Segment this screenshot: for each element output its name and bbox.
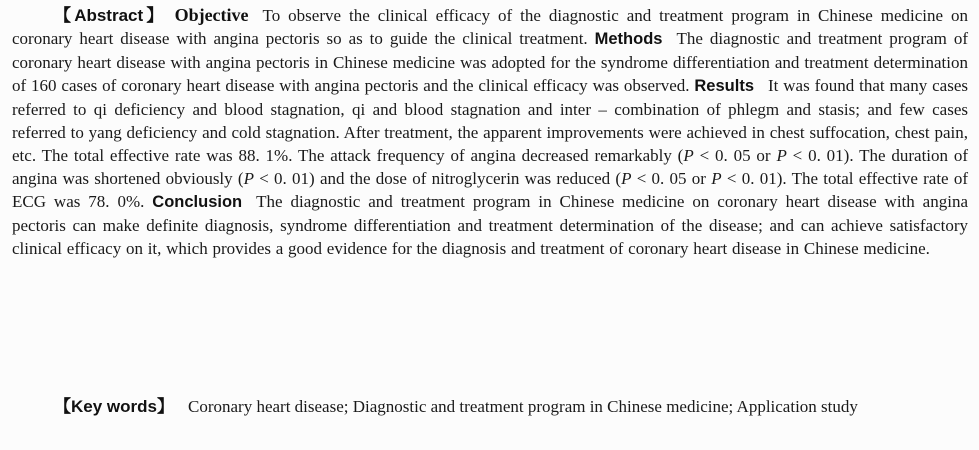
keywords-paragraph [12,395,968,418]
results-text: < 0. 01). The duration of angina was shortened obviously ( [12,146,969,188]
abstract-paragraph [12,4,968,260]
p-value-symbol: P [711,169,722,188]
results-text: It was found that many cases referred to qi deficiency and blood stagnation, qi and blood stagnation and inter – combination of phlegm and stasis; and few cases referred to yang deficiency and cold stagnation. After treatment, the apparent improvements were achieved in chest suffocation, chest pain, etc. The total effective rate was 88. 1%. The attack frequency of angina decreased remarkably ( [12,76,968,165]
methods-text: The diagnostic and treatment program of coronary heart disease with angina pectoris in Chinese medicine was adopted for the syndrome differentiation and treatment determination of 160 cases of coronary heart disease with angina pectoris and the clinical efficacy was observed. [12,29,969,95]
results-text: < 0. 05 or [631,169,712,188]
results-text: < 0. 01) and the dose of nitroglycerin was reduced ( [253,169,622,188]
objective-text: To observe the clinical efficacy of the diagnostic and treatment program in Chinese medicine on coronary heart disease with angina pectoris so as to guide the clinical treatment. [12,6,968,48]
conclusion-label: Conclusion [152,193,243,211]
p-value-symbol: P [683,146,694,165]
keywords-text: Coronary heart disease; Diagnostic and treatment program in Chinese medicine; Application study [187,397,858,416]
abstract-label: 【Abstract】 [54,6,167,25]
methods-label: Methods [594,30,663,48]
p-value-symbol: P [776,146,787,165]
objective-label: Objective [174,5,249,25]
conclusion-text: The diagnostic and treatment program in Chinese medicine on coronary heart disease with angina pectoris can make definite diagnosis, syndrome differentiation and treatment determination of the disease; and can achieve satisfactory clinical efficacy on it, which provides a good evidence for the diagnosis and treatment of coronary heart disease in Chinese medicine. [12,192,968,258]
results-text: < 0. 05 or [693,146,777,165]
results-label: Results [694,77,754,95]
p-value-symbol: P [243,169,254,188]
results-text: < 0. 01). The total effective rate of ECG was 78. 0%. [12,169,968,211]
keywords-label: 【Key words】 [54,397,174,416]
p-value-symbol: P [621,169,632,188]
